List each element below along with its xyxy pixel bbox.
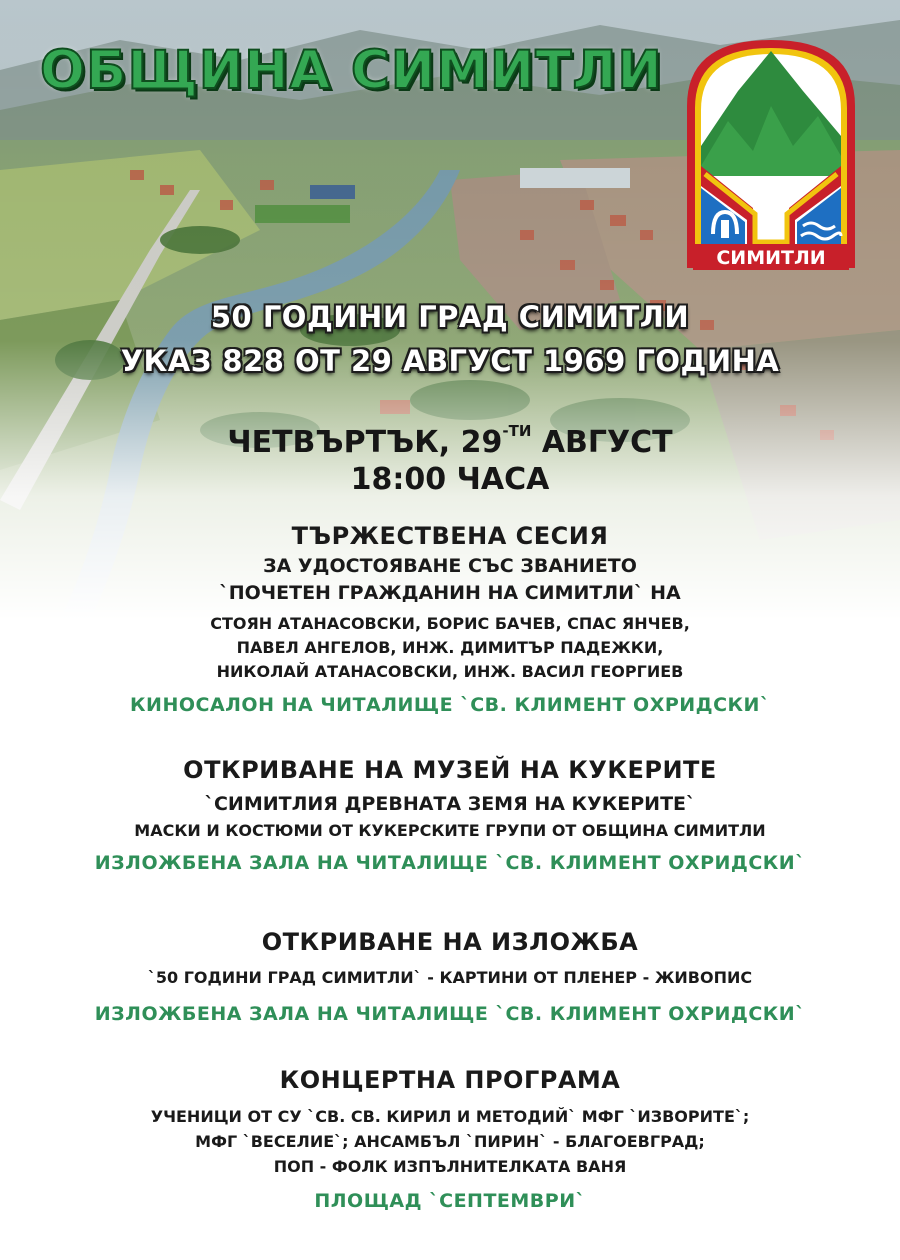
event-day	[0, 422, 900, 460]
concert-performers-line-2: МФГ `ВЕСЕЛИЕ`; АНСАМБЪЛ `ПИРИН` - БЛАГОЕВГРАД;	[195, 1132, 705, 1151]
section-exhibition-subtitle: `50 ГОДИНИ ГРАД СИМИТЛИ` - КАРТИНИ ОТ ПЛЕНЕР - ЖИВОПИС	[147, 968, 753, 987]
event-time: 18:00 ЧАСА	[350, 462, 550, 497]
event-day-text: ЧЕТВЪРТЪК, 29	[227, 425, 503, 460]
concert-performers-line-1: УЧЕНИЦИ ОТ СУ `СВ. СВ. КИРИЛ И МЕТОДИЙ` МФГ `ИЗВОРИТЕ`;	[150, 1107, 750, 1126]
honoree-names-line-3: НИКОЛАЙ АТАНАСОВСКИ, ИНЖ. ВАСИЛ ГЕОРГИЕВ	[216, 662, 684, 681]
anniversary-line-2: УКАЗ 828 ОТ 29 АВГУСТ 1969 ГОДИНА	[120, 344, 780, 378]
section-museum-subtitle: `СИМИТЛИЯ ДРЕВНАТА ЗЕМЯ НА КУКЕРИТЕ`	[204, 793, 696, 815]
honoree-names-line-1: СТОЯН АТАНАСОВСКИ, БОРИС БАЧЕВ, СПАС ЯНЧЕВ,	[210, 614, 690, 633]
concert-performers-line-3: ПОП - ФОЛК ИЗПЪЛНИТЕЛКАТА ВАНЯ	[273, 1157, 627, 1176]
section-exhibition-title: ОТКРИВАНЕ НА ИЗЛОЖБА	[261, 928, 639, 956]
section-session-venue: КИНОСАЛОН НА ЧИТАЛИЩЕ `СВ. КЛИМЕНТ ОХРИДСКИ`	[130, 694, 770, 716]
section-session-title: ТЪРЖЕСТВЕНА СЕСИЯ	[291, 522, 609, 550]
section-session-subtitle-2: `ПОЧЕТЕН ГРАЖДАНИН НА СИМИТЛИ` НА	[219, 582, 681, 604]
coat-of-arms	[683, 36, 859, 272]
section-session-subtitle-1: ЗА УДОСТОЯВАНЕ СЪС ЗВАНИЕТО	[263, 555, 637, 577]
section-museum-title: ОТКРИВАНЕ НА МУЗЕЙ НА КУКЕРИТЕ	[183, 756, 717, 784]
section-museum-details: МАСКИ И КОСТЮМИ ОТ КУКЕРСКИТЕ ГРУПИ ОТ ОБЩИНА СИМИТЛИ	[134, 821, 766, 840]
section-concert-title: КОНЦЕРТНА ПРОГРАМА	[279, 1066, 621, 1094]
section-museum-venue: ИЗЛОЖБЕНА ЗАЛА НА ЧИТАЛИЩЕ `СВ. КЛИМЕНТ ОХРИДСКИ`	[94, 852, 806, 874]
section-exhibition-venue: ИЗЛОЖБЕНА ЗАЛА НА ЧИТАЛИЩЕ `СВ. КЛИМЕНТ ОХРИДСКИ`	[94, 1003, 806, 1025]
anniversary-line-1: 50 ГОДИНИ ГРАД СИМИТЛИ	[210, 300, 690, 334]
event-day-suffix: -ТИ	[502, 422, 532, 440]
section-concert-venue: ПЛОЩАД `СЕПТЕМВРИ`	[314, 1190, 586, 1212]
coat-of-arms-label: СИМИТЛИ	[716, 247, 826, 269]
municipality-title: ОБЩИНА СИМИТЛИ	[40, 40, 663, 101]
honoree-names-line-2: ПАВЕЛ АНГЕЛОВ, ИНЖ. ДИМИТЪР ПАДЕЖКИ,	[236, 638, 664, 657]
event-month: АВГУСТ	[541, 425, 673, 460]
